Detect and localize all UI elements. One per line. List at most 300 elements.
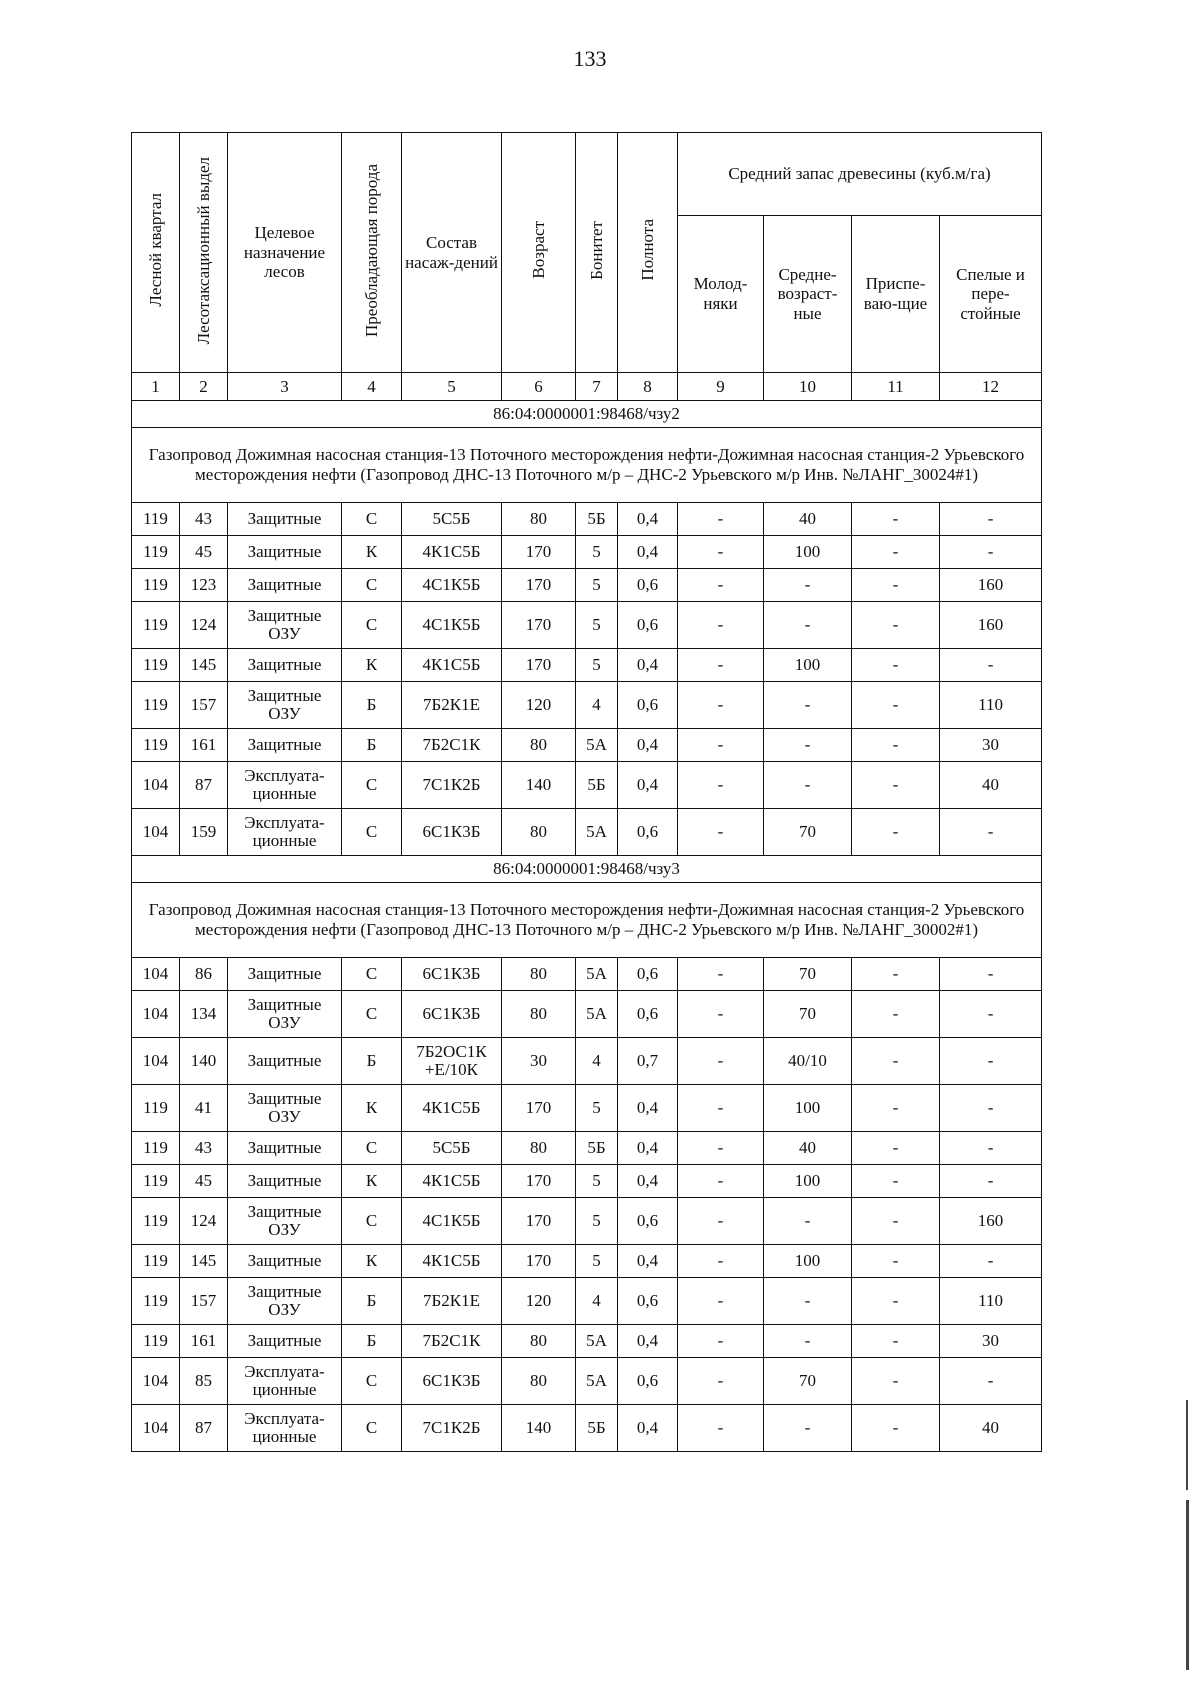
table-cell: 0,4 [618, 536, 678, 569]
header-young: Молод-няки [678, 216, 764, 373]
table-cell: - [852, 536, 940, 569]
table-cell: 170 [502, 1245, 576, 1278]
table-cell: 6С1К3Б [402, 809, 502, 856]
table-cell: 159 [180, 809, 228, 856]
table-row [132, 602, 1042, 649]
table-cell: - [852, 1132, 940, 1165]
table-cell: 5 [576, 536, 618, 569]
table-cell: 119 [132, 1085, 180, 1132]
table-cell: С [342, 809, 402, 856]
table-cell: 119 [132, 569, 180, 602]
table-cell: Защитные ОЗУ [228, 1278, 342, 1325]
table-cell: 0,6 [618, 569, 678, 602]
table-cell: 5 [576, 602, 618, 649]
table-cell: 5 [576, 569, 618, 602]
table-cell: - [852, 602, 940, 649]
table-cell: 104 [132, 809, 180, 856]
table-cell: - [940, 649, 1042, 682]
table-cell: 0,6 [618, 682, 678, 729]
table-cell: 4 [576, 1278, 618, 1325]
table-cell: - [678, 536, 764, 569]
table-cell: - [764, 762, 852, 809]
table-cell: 157 [180, 682, 228, 729]
section-code-row [132, 856, 1042, 883]
column-number: 1 [132, 373, 180, 401]
table-cell: - [764, 602, 852, 649]
table-cell: 0,4 [618, 1132, 678, 1165]
table-cell: 160 [940, 569, 1042, 602]
column-number: 6 [502, 373, 576, 401]
table-cell: 0,7 [618, 1038, 678, 1085]
table-cell: 100 [764, 1165, 852, 1198]
table-cell: 160 [940, 1198, 1042, 1245]
table-cell: 70 [764, 958, 852, 991]
table-cell: 80 [502, 1358, 576, 1405]
table-cell: - [852, 503, 940, 536]
table-cell: 70 [764, 1358, 852, 1405]
table-cell: 4 [576, 1038, 618, 1085]
table-cell: С [342, 762, 402, 809]
table-cell: 110 [940, 1278, 1042, 1325]
table-row [132, 1358, 1042, 1405]
table-cell: 70 [764, 991, 852, 1038]
table-cell: 4 [576, 682, 618, 729]
table-cell: 170 [502, 1165, 576, 1198]
table-cell: 40 [764, 1132, 852, 1165]
table-cell: 140 [502, 1405, 576, 1452]
table-cell: 100 [764, 1085, 852, 1132]
table-cell: 4С1К5Б [402, 602, 502, 649]
table-cell: 5Б [576, 503, 618, 536]
table-row [132, 958, 1042, 991]
table-row [132, 1132, 1042, 1165]
table-body [132, 401, 1042, 1452]
table-cell: Защитные ОЗУ [228, 1085, 342, 1132]
table-cell: 0,4 [618, 762, 678, 809]
table-cell: Защитные [228, 569, 342, 602]
table-cell: 80 [502, 729, 576, 762]
table-cell: С [342, 991, 402, 1038]
table-cell: - [678, 1198, 764, 1245]
table-cell: Эксплуата-ционные [228, 809, 342, 856]
header-forest-quarter: Лесной квартал [132, 133, 180, 373]
table-cell: 0,6 [618, 809, 678, 856]
table-cell: 80 [502, 991, 576, 1038]
table-row [132, 682, 1042, 729]
table-cell: 7Б2ОС1К +Е/10К [402, 1038, 502, 1085]
table-cell: С [342, 503, 402, 536]
table-cell: 0,4 [618, 1325, 678, 1358]
table-cell: 5 [576, 649, 618, 682]
table-cell: 170 [502, 649, 576, 682]
header-middle-aged: Средне-возраст-ные [764, 216, 852, 373]
table-cell: - [678, 762, 764, 809]
column-number: 5 [402, 373, 502, 401]
table-cell: 5А [576, 991, 618, 1038]
table-cell: - [852, 1325, 940, 1358]
header-wood-stock-group: Средний запас древесины (куб.м/га) [678, 133, 1042, 216]
table-cell: - [764, 682, 852, 729]
section-code: 86:04:0000001:98468/чзу2 [132, 401, 1042, 428]
table-cell: 119 [132, 1132, 180, 1165]
table-cell: 5А [576, 1358, 618, 1405]
table-cell: 5С5Б [402, 1132, 502, 1165]
table-cell: 0,6 [618, 958, 678, 991]
table-cell: 119 [132, 649, 180, 682]
table-cell: 5А [576, 809, 618, 856]
table-cell: - [852, 569, 940, 602]
table-cell: 120 [502, 1278, 576, 1325]
table-cell: 0,6 [618, 1278, 678, 1325]
table-cell: 87 [180, 1405, 228, 1452]
column-number: 2 [180, 373, 228, 401]
table-row [132, 1198, 1042, 1245]
table-cell: 0,6 [618, 991, 678, 1038]
header-density: Полнота [618, 133, 678, 373]
table-cell: - [764, 1198, 852, 1245]
table-cell: - [678, 809, 764, 856]
table-cell: 0,4 [618, 1085, 678, 1132]
table-cell: - [852, 1358, 940, 1405]
table-row [132, 809, 1042, 856]
table-cell: С [342, 569, 402, 602]
table-cell: 0,4 [618, 1165, 678, 1198]
table-cell: - [852, 1165, 940, 1198]
table-cell: Эксплуата-ционные [228, 1358, 342, 1405]
table-cell: 100 [764, 536, 852, 569]
table-cell: Защитные [228, 958, 342, 991]
table-cell: - [852, 682, 940, 729]
table-cell: 170 [502, 1085, 576, 1132]
table-cell: 40 [764, 503, 852, 536]
table-cell: - [852, 1085, 940, 1132]
table-cell: 5 [576, 1085, 618, 1132]
table-cell: 0,4 [618, 1405, 678, 1452]
table-cell: Эксплуата-ционные [228, 762, 342, 809]
table-cell: - [678, 1245, 764, 1278]
table-cell: 4К1С5Б [402, 1245, 502, 1278]
table-cell: 119 [132, 1198, 180, 1245]
table-cell: 45 [180, 1165, 228, 1198]
table-cell: 119 [132, 1165, 180, 1198]
table-cell: - [764, 729, 852, 762]
table-cell: 5 [576, 1245, 618, 1278]
table-cell: 100 [764, 1245, 852, 1278]
table-cell: 30 [940, 729, 1042, 762]
table-cell: 119 [132, 729, 180, 762]
table-cell: 104 [132, 762, 180, 809]
column-number: 3 [228, 373, 342, 401]
table-cell: 7Б2С1К [402, 1325, 502, 1358]
table-cell: Защитные ОЗУ [228, 991, 342, 1038]
scan-edge-mark [1186, 1500, 1189, 1670]
table-cell: Защитные [228, 1325, 342, 1358]
table-cell: 124 [180, 602, 228, 649]
table-cell: Б [342, 729, 402, 762]
table-cell: - [678, 958, 764, 991]
column-number: 8 [618, 373, 678, 401]
table-row [132, 1245, 1042, 1278]
table-cell: 7Б2С1К [402, 729, 502, 762]
table-cell: 40/10 [764, 1038, 852, 1085]
table-cell: - [940, 503, 1042, 536]
table-cell: 4К1С5Б [402, 649, 502, 682]
table-cell: 4К1С5Б [402, 1165, 502, 1198]
header-dominant-species: Преобладающая порода [342, 133, 402, 373]
table-cell: - [678, 649, 764, 682]
header-bonitet: Бонитет [576, 133, 618, 373]
table-cell: - [852, 1038, 940, 1085]
table-cell: С [342, 958, 402, 991]
table-cell: - [852, 729, 940, 762]
table-cell: 5А [576, 958, 618, 991]
table-cell: - [940, 1132, 1042, 1165]
table-cell: 0,6 [618, 1358, 678, 1405]
column-number-row [132, 373, 1042, 401]
forest-table [131, 132, 1042, 1452]
table-cell: 170 [502, 536, 576, 569]
table-row [132, 1405, 1042, 1452]
table-cell: 5А [576, 1325, 618, 1358]
section-code-row [132, 401, 1042, 428]
table-cell: 161 [180, 1325, 228, 1358]
table-row [132, 649, 1042, 682]
table-cell: 119 [132, 1325, 180, 1358]
table-cell: 124 [180, 1198, 228, 1245]
table-cell: - [764, 569, 852, 602]
column-number: 4 [342, 373, 402, 401]
table-cell: 0,4 [618, 649, 678, 682]
table-cell: 119 [132, 602, 180, 649]
table-cell: 43 [180, 503, 228, 536]
table-cell: Б [342, 682, 402, 729]
table-cell: 4С1К5Б [402, 569, 502, 602]
table-cell: Защитные [228, 649, 342, 682]
column-number: 10 [764, 373, 852, 401]
table-cell: 5Б [576, 762, 618, 809]
table-cell: - [940, 1085, 1042, 1132]
table-cell: 0,4 [618, 729, 678, 762]
table-cell: - [764, 1278, 852, 1325]
table-cell: 110 [940, 682, 1042, 729]
table-cell: - [852, 1198, 940, 1245]
table-cell: Эксплуата-ционные [228, 1405, 342, 1452]
table-cell: 160 [940, 602, 1042, 649]
table-cell: Защитные [228, 503, 342, 536]
table-cell: 86 [180, 958, 228, 991]
table-cell: 104 [132, 991, 180, 1038]
table-cell: 5А [576, 729, 618, 762]
table-cell: - [940, 1245, 1042, 1278]
table-cell: Б [342, 1325, 402, 1358]
table-row [132, 1325, 1042, 1358]
table-cell: 0,6 [618, 1198, 678, 1245]
column-number: 12 [940, 373, 1042, 401]
table-cell: Защитные [228, 1132, 342, 1165]
table-cell: - [678, 1038, 764, 1085]
table-cell: 119 [132, 682, 180, 729]
table-cell: - [940, 536, 1042, 569]
table-cell: 43 [180, 1132, 228, 1165]
table-cell: - [852, 649, 940, 682]
table-cell: 161 [180, 729, 228, 762]
table-cell: 145 [180, 649, 228, 682]
header-maturing: Приспе-ваю-щие [852, 216, 940, 373]
table-row [132, 1278, 1042, 1325]
table-cell: - [678, 1085, 764, 1132]
table-cell: - [764, 1325, 852, 1358]
table-cell: Защитные [228, 536, 342, 569]
table-cell: 170 [502, 1198, 576, 1245]
table-cell: - [678, 729, 764, 762]
table-cell: 5 [576, 1165, 618, 1198]
table-cell: 70 [764, 809, 852, 856]
table-cell: - [678, 1405, 764, 1452]
table-cell: Защитные ОЗУ [228, 682, 342, 729]
table-cell: 40 [940, 762, 1042, 809]
header-purpose: Целевое назначение лесов [228, 133, 342, 373]
header-composition: Состав насаж-дений [402, 133, 502, 373]
table-cell: 7Б2К1Е [402, 682, 502, 729]
section-description-row [132, 883, 1042, 958]
table-cell: - [940, 991, 1042, 1038]
table-cell: 5Б [576, 1405, 618, 1452]
table-cell: К [342, 536, 402, 569]
table-cell: К [342, 1085, 402, 1132]
table-cell: 5Б [576, 1132, 618, 1165]
table-cell: С [342, 1132, 402, 1165]
table-cell: Защитные ОЗУ [228, 1198, 342, 1245]
table-row [132, 1038, 1042, 1085]
table-cell: 4К1С5Б [402, 536, 502, 569]
table-cell: К [342, 1245, 402, 1278]
table-cell: С [342, 602, 402, 649]
table-cell: 0,4 [618, 1245, 678, 1278]
table-cell: 30 [502, 1038, 576, 1085]
table-cell: Защитные [228, 1245, 342, 1278]
table-row [132, 1085, 1042, 1132]
table-cell: Защитные ОЗУ [228, 602, 342, 649]
table-row [132, 503, 1042, 536]
table-cell: - [852, 1405, 940, 1452]
table-row [132, 729, 1042, 762]
section-description: Газопровод Дожимная насосная станция-13 Поточного месторождения нефти-Дожимная насосная станция-2 Урьевского месторождения нефти (Газопровод ДНС-13 Поточного м/р – ДНС-2 Урьевского м/р Инв. №ЛАНГ_30002#1) [132, 883, 1042, 958]
table-cell: 6С1К3Б [402, 991, 502, 1038]
table-cell: Защитные [228, 1165, 342, 1198]
table-cell: 157 [180, 1278, 228, 1325]
table-cell: Б [342, 1278, 402, 1325]
table-cell: - [678, 1358, 764, 1405]
table-cell: - [940, 1038, 1042, 1085]
table-cell: 4К1С5Б [402, 1085, 502, 1132]
table-cell: 7С1К2Б [402, 762, 502, 809]
table-cell: 4С1К5Б [402, 1198, 502, 1245]
table-cell: 119 [132, 503, 180, 536]
table-cell: 6С1К3Б [402, 958, 502, 991]
table-cell: 170 [502, 602, 576, 649]
table-cell: 104 [132, 1405, 180, 1452]
table-cell: - [852, 1278, 940, 1325]
column-number: 11 [852, 373, 940, 401]
table-cell: - [852, 1245, 940, 1278]
table-cell: - [678, 1325, 764, 1358]
column-number: 9 [678, 373, 764, 401]
table-cell: - [940, 1165, 1042, 1198]
table-row [132, 536, 1042, 569]
page-number: 133 [573, 46, 607, 71]
table-cell: С [342, 1358, 402, 1405]
table-cell: 30 [940, 1325, 1042, 1358]
table-cell: С [342, 1405, 402, 1452]
table-cell: - [678, 682, 764, 729]
table-cell: 80 [502, 503, 576, 536]
table-cell: - [678, 1132, 764, 1165]
table-cell: - [852, 762, 940, 809]
section-description-row [132, 428, 1042, 503]
table-cell: 123 [180, 569, 228, 602]
table-row [132, 991, 1042, 1038]
table-cell: - [678, 1165, 764, 1198]
table-cell: Б [342, 1038, 402, 1085]
table-cell: - [940, 958, 1042, 991]
table-cell: 119 [132, 536, 180, 569]
table-cell: 0,4 [618, 503, 678, 536]
header-taxation-unit: Лесотаксационный выдел [180, 133, 228, 373]
table-cell: 120 [502, 682, 576, 729]
table-cell: 80 [502, 958, 576, 991]
table-cell: - [678, 569, 764, 602]
table-cell: 80 [502, 1325, 576, 1358]
table-cell: - [678, 991, 764, 1038]
table-cell: К [342, 1165, 402, 1198]
table-row [132, 569, 1042, 602]
table-cell: - [678, 1278, 764, 1325]
table-cell: 119 [132, 1278, 180, 1325]
table-cell: 5 [576, 1198, 618, 1245]
table-cell: 80 [502, 809, 576, 856]
table-cell: 7С1К2Б [402, 1405, 502, 1452]
table-cell: 45 [180, 536, 228, 569]
table-cell: 170 [502, 569, 576, 602]
table-cell: - [678, 602, 764, 649]
table-cell: - [940, 809, 1042, 856]
table-cell: 140 [180, 1038, 228, 1085]
table-cell: 7Б2К1Е [402, 1278, 502, 1325]
table-cell: С [342, 1198, 402, 1245]
table-cell: - [852, 809, 940, 856]
table-cell: 5С5Б [402, 503, 502, 536]
table-cell: - [852, 958, 940, 991]
column-number: 7 [576, 373, 618, 401]
table-cell: - [940, 1358, 1042, 1405]
scan-edge-mark [1186, 1400, 1188, 1490]
header-mature: Спелые и пере-стойные [940, 216, 1042, 373]
table-cell: 145 [180, 1245, 228, 1278]
table-cell: 104 [132, 1358, 180, 1405]
table-cell: 87 [180, 762, 228, 809]
table-cell: 41 [180, 1085, 228, 1132]
table-row [132, 1165, 1042, 1198]
table-cell: 134 [180, 991, 228, 1038]
table-cell: 6С1К3Б [402, 1358, 502, 1405]
table-cell: - [852, 991, 940, 1038]
table-cell: 80 [502, 1132, 576, 1165]
table-cell: 85 [180, 1358, 228, 1405]
table-cell: - [678, 503, 764, 536]
table-cell: 104 [132, 958, 180, 991]
table-row [132, 762, 1042, 809]
table-cell: 140 [502, 762, 576, 809]
